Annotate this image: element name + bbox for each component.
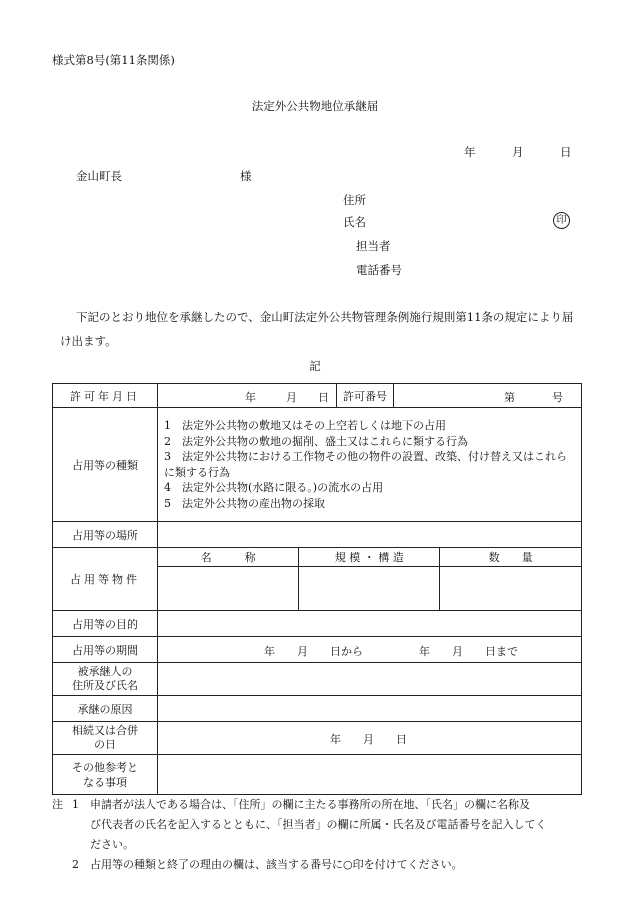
objects-table xyxy=(158,548,581,610)
permit-date-label: 許可年月日 xyxy=(53,384,158,408)
permit-number-dai: 第 xyxy=(504,390,515,404)
inherit-date-label-line1: 相続又は合併 xyxy=(72,724,138,737)
addressee-name: 金山町長 xyxy=(76,169,122,183)
name-label: 氏名 xyxy=(343,215,366,229)
objects-label: 占用等物件 xyxy=(53,548,158,611)
note-line: び代表者の氏名を記入するとともに、「担当者」の欄に所属・氏名及び電話番号を記入してく xyxy=(90,818,547,831)
usage-type-item: 1 法定外公共物の敷地又はその上空若しくは地下の占用 xyxy=(164,419,446,432)
permit-date-cell[interactable] xyxy=(158,384,337,408)
permit-number-label: 許可番号 xyxy=(337,384,394,408)
permit-number-cell[interactable] xyxy=(394,384,582,408)
note-number: 2 xyxy=(72,858,79,871)
location-label: 占用等の場所 xyxy=(53,522,158,548)
note-line: 占用等の種類と終了の理由の欄は、該当する番号に○印を付けてください。 xyxy=(90,858,463,871)
successor-field[interactable] xyxy=(158,663,582,696)
usage-type-item: 4 法定外公共物(水路に限る。)の流水の占用 xyxy=(164,481,384,494)
successor-label-line2: 住所及び氏名 xyxy=(72,679,138,692)
note-item xyxy=(52,855,587,875)
other-label-line2: なる事項 xyxy=(83,775,127,789)
location-field[interactable] xyxy=(158,522,582,548)
objects-scale-field[interactable] xyxy=(299,567,440,610)
permit-date-month: 月 xyxy=(286,390,297,404)
form-number: 様式第8号(第11条関係) xyxy=(52,53,175,67)
ki-heading: 記 xyxy=(309,359,321,373)
note-line: ださい。 xyxy=(90,838,134,851)
period-from: 年 月 日から xyxy=(264,644,363,658)
contact-person-label: 担当者 xyxy=(356,239,391,253)
usage-type-item: 2 法定外公共物の敷地の掘削、盛土又はこれらに類する行為 xyxy=(164,434,468,448)
date-day: 日 xyxy=(560,145,572,159)
inherit-date-field[interactable] xyxy=(158,722,582,755)
objects-name-field[interactable] xyxy=(158,567,299,610)
inherit-date-label xyxy=(53,722,158,755)
document-title: 法定外公共物地位承継届 xyxy=(251,99,379,113)
period-label: 占用等の期間 xyxy=(53,637,158,663)
permit-number-go: 号 xyxy=(552,390,563,404)
purpose-label: 占用等の目的 xyxy=(53,611,158,637)
usage-type-item: 5 法定外公共物の産出物の採取 xyxy=(164,496,325,510)
notes-heading: 注 xyxy=(52,798,63,811)
objects-header-name: 名 称 xyxy=(158,548,299,567)
note-item xyxy=(52,795,587,855)
note-number: 1 xyxy=(72,798,79,811)
cause-label: 承継の原因 xyxy=(53,696,158,722)
objects-header-scale: 規 模 ・ 構 造 xyxy=(299,548,440,567)
usage-type-item: 3 法定外公共物における工作物その他の物件の設置、改築、付け替え又はこれらに類する行為 xyxy=(164,450,567,479)
note-line: 申請者が法人である場合は、「住所」の欄に主たる事務所の所在地、「氏名」の欄に名称及 xyxy=(90,798,530,811)
usage-type-options[interactable] xyxy=(158,408,582,522)
date-year: 年 xyxy=(464,145,476,159)
seal-mark: 印 xyxy=(553,212,570,229)
phone-label: 電話番号 xyxy=(356,263,402,277)
period-to: 年 月 日まで xyxy=(419,644,518,658)
cause-field[interactable] xyxy=(158,696,582,722)
date-month: 月 xyxy=(512,145,524,159)
addressee-honorific: 様 xyxy=(240,169,252,183)
usage-type-label: 占用等の種類 xyxy=(53,408,158,522)
other-label xyxy=(53,755,158,795)
address-label: 住所 xyxy=(343,193,366,207)
purpose-field[interactable] xyxy=(158,611,582,637)
notes xyxy=(52,795,587,875)
inherit-date-value: 年 月 日 xyxy=(330,732,407,746)
period-field[interactable] xyxy=(158,637,582,663)
body-text-line1: 下記のとおり地位を承継したので、金山町法定外公共物管理条例施行規則第11条の規定により届 xyxy=(76,310,574,324)
inherit-date-label-line2: の日 xyxy=(94,738,116,751)
successor-label xyxy=(53,663,158,696)
successor-label-line1: 被承継人の xyxy=(77,665,133,678)
other-field[interactable] xyxy=(158,755,582,795)
other-label-line1: その他参考と xyxy=(72,760,138,774)
application-table xyxy=(52,383,582,795)
objects-quantity-field[interactable] xyxy=(440,567,581,610)
permit-date-day: 日 xyxy=(318,390,329,404)
objects-header-quantity: 数 量 xyxy=(440,548,581,567)
body-text-line2: け出ます。 xyxy=(60,334,117,348)
permit-date-year: 年 xyxy=(245,390,256,404)
